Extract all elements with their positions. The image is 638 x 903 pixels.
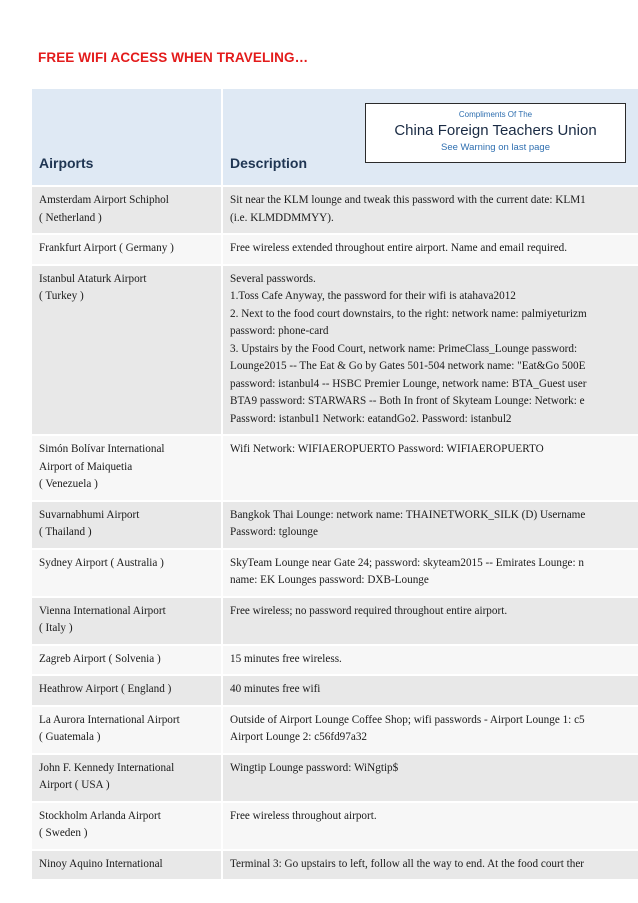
table-row xyxy=(32,501,638,549)
airport-cell xyxy=(32,234,222,265)
airport-cell-line: Heathrow Airport ( England ) xyxy=(39,683,172,695)
table-row xyxy=(32,645,638,676)
description-cell xyxy=(222,186,638,234)
airport-cell-line: Frankfurt Airport ( Germany ) xyxy=(39,242,174,254)
airport-cell-line: Sydney Airport ( Australia ) xyxy=(39,556,164,569)
airport-cell xyxy=(32,501,222,549)
airport-cell-line: ( Netherland ) xyxy=(39,211,102,224)
description-cell-line: Free wireless extended throughout entire airport. Name and email required. xyxy=(230,242,568,254)
description-cell xyxy=(222,675,638,706)
description-cell-line: 2. Next to the food court downstairs, to the right: network name: palmiyeturizm xyxy=(230,307,587,320)
table-row xyxy=(32,802,638,850)
description-cell-line: password: istanbul4 -- HSBC Premier Lounge, network name: BTA_Guest user xyxy=(230,377,587,390)
airport-cell-line: ( Guatemala ) xyxy=(39,731,101,743)
airport-cell xyxy=(32,597,222,645)
wifi-table-container xyxy=(32,89,638,903)
airport-cell xyxy=(32,549,222,597)
description-cell-line: 40 minutes free wifi xyxy=(230,683,321,695)
airport-cell-line: Amsterdam Airport Schiphol xyxy=(39,194,169,206)
description-cell-line: 1.Toss Cafe Anyway, the password for their wifi is atahava2012 xyxy=(230,290,516,302)
description-cell-line: Wifi Network: WIFIAEROPUERTO Password: WIFIAEROPUERTO xyxy=(230,443,544,455)
description-cell-line: Several passwords. xyxy=(230,272,316,285)
compliments-banner xyxy=(365,103,626,163)
airport-cell-line: Ninoy Aquino International xyxy=(39,857,163,870)
airport-cell xyxy=(32,706,222,754)
description-cell-line: Free wireless; no password required throughout entire airport. xyxy=(230,604,508,617)
airport-cell-line: Vienna International Airport xyxy=(39,604,166,617)
airport-cell xyxy=(32,186,222,234)
airport-cell-line: Airport of Maiquetia xyxy=(39,460,133,473)
airport-cell-line: John F. Kennedy International xyxy=(39,761,175,774)
description-cell xyxy=(222,501,638,549)
airport-cell xyxy=(32,754,222,802)
description-cell-line: Password: tglounge xyxy=(230,526,318,538)
wifi-table xyxy=(32,89,638,879)
airport-cell-line: Zagreb Airport ( Solvenia ) xyxy=(39,652,161,665)
description-cell xyxy=(222,265,638,436)
description-cell xyxy=(222,754,638,802)
description-cell xyxy=(222,597,638,645)
table-row xyxy=(32,850,638,880)
table-row xyxy=(32,265,638,436)
table-row xyxy=(32,675,638,706)
airport-cell-line: Stockholm Arlanda Airport xyxy=(39,809,161,822)
description-cell-line: 15 minutes free wireless. xyxy=(230,652,342,665)
description-cell xyxy=(222,802,638,850)
table-row xyxy=(32,186,638,234)
description-cell xyxy=(222,645,638,676)
description-cell-line: Lounge2015 -- The Eat & Go by Gates 501-504 network name: "Eat&Go 500E xyxy=(230,360,586,372)
table-row xyxy=(32,549,638,597)
header-description: Description xyxy=(222,89,638,186)
description-cell-line: Outside of Airport Lounge Coffee Shop; wifi passwords - Airport Lounge 1: c5 xyxy=(230,713,585,726)
airport-cell-line: ( Sweden ) xyxy=(39,827,88,839)
banner-warning-text: See Warning on last page xyxy=(441,142,550,153)
airport-cell-line: ( Turkey ) xyxy=(39,290,84,302)
airport-cell-line: Suvarnabhumi Airport xyxy=(39,508,140,521)
airport-cell-line: ( Thailand ) xyxy=(39,526,92,538)
table-row xyxy=(32,706,638,754)
description-cell-line: Bangkok Thai Lounge: network name: THAINETWORK_SILK (D) Username xyxy=(230,508,586,521)
description-cell-line: name: EK Lounges password: DXB-Lounge xyxy=(230,574,429,586)
table-row xyxy=(32,435,638,501)
airport-cell-line: Istanbul Ataturk Airport xyxy=(39,272,147,285)
airport-cell xyxy=(32,265,222,436)
airport-cell-line: Airport ( USA ) xyxy=(39,779,110,791)
table-row xyxy=(32,754,638,802)
airport-cell xyxy=(32,850,222,880)
description-cell-line: Airport Lounge 2: c56fd97a32 xyxy=(230,731,368,743)
description-cell-line: Password: istanbul1 Network: eatandGo2. Password: istanbul2 xyxy=(230,412,512,425)
description-cell-line: (i.e. KLMDDMMYY). xyxy=(230,211,334,224)
description-cell-line: Wingtip Lounge password: WiNgtip$ xyxy=(230,761,399,774)
description-cell-line: BTA9 password: STARWARS -- Both In front of Skyteam Lounge: Network: e xyxy=(230,395,585,407)
airport-cell-line: ( Venezuela ) xyxy=(39,478,98,490)
header-airports: Airports xyxy=(32,89,222,186)
page-title: FREE WIFI ACCESS WHEN TRAVELING… xyxy=(38,50,309,65)
description-cell-line: Sit near the KLM lounge and tweak this password with the current date: KLM1 xyxy=(230,194,586,206)
description-cell xyxy=(222,706,638,754)
airport-cell-line: ( Italy ) xyxy=(39,622,73,634)
description-cell-line: Terminal 3: Go upstairs to left, follow all the way to end. At the food court ther xyxy=(230,857,585,870)
banner-org-name: China Foreign Teachers Union xyxy=(394,122,597,139)
table-row xyxy=(32,597,638,645)
airport-cell xyxy=(32,645,222,676)
description-cell xyxy=(222,435,638,501)
description-cell-line: SkyTeam Lounge near Gate 24; password: skyteam2015 -- Emirates Lounge: n xyxy=(230,556,585,569)
airport-cell xyxy=(32,802,222,850)
table-row xyxy=(32,234,638,265)
table-body xyxy=(32,186,638,879)
description-cell xyxy=(222,850,638,880)
airport-cell xyxy=(32,675,222,706)
description-cell-line: password: phone-card xyxy=(230,325,329,337)
description-cell-line: Free wireless throughout airport. xyxy=(230,809,377,822)
banner-compliments-text: Compliments Of The xyxy=(458,110,533,119)
description-cell xyxy=(222,234,638,265)
description-cell xyxy=(222,549,638,597)
description-cell-line: 3. Upstairs by the Food Court, network name: PrimeClass_Lounge password: xyxy=(230,342,578,355)
airport-cell xyxy=(32,435,222,501)
airport-cell-line: Simón Bolívar International xyxy=(39,443,165,455)
airport-cell-line: La Aurora International Airport xyxy=(39,713,180,726)
